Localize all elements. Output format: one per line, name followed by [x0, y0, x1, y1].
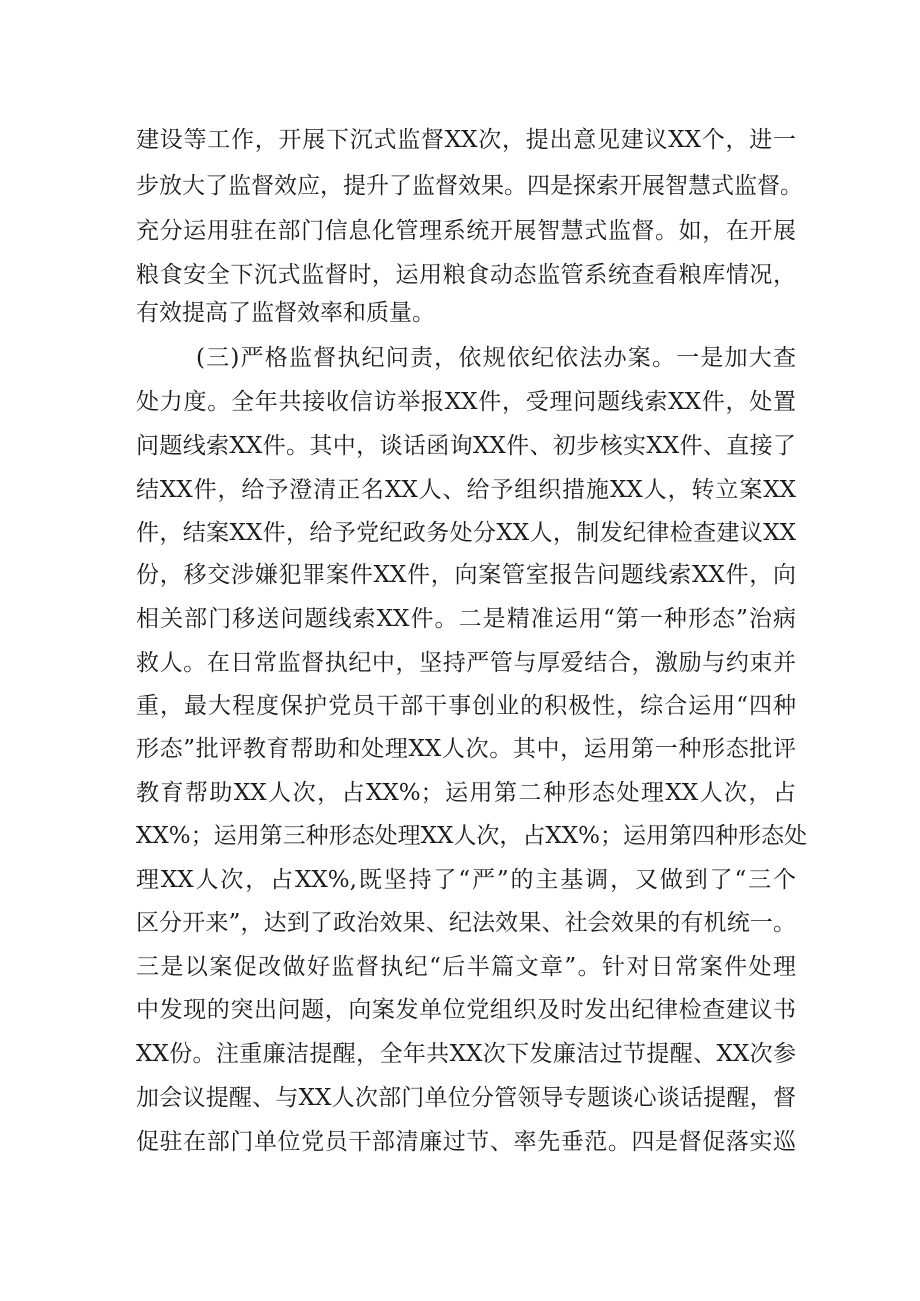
paragraph-2-line-16: 中发现的突出问题，向案发单位党组织及时发出纪律检查建议书	[136, 997, 796, 1023]
paragraph-2-line-5: 件，结案XX件，给予党纪政务处分XX人，制发纪律检查建议XX	[136, 520, 796, 546]
paragraph-2-line-15: 三是以案促改做好监督执纪“后半篇文章”。针对日常案件处理	[136, 954, 796, 980]
paragraph-2-line-8: 救人。在日常监督执纪中，坚持严管与厚爱结合，激励与约束并	[136, 650, 796, 676]
paragraph-2-line-7: 相关部门移送问题线索XX件。二是精准运用“第一种形态”治病	[136, 606, 796, 632]
paragraph-2-line-1: (三)严格监督执纪问责，依规依纪依法办案。一是加大查	[196, 345, 796, 371]
paragraph-2-line-18: 加会议提醒、与XX人次部门单位分管领导专题谈心谈话提醒，督	[136, 1085, 796, 1111]
paragraph-2-line-11: 教育帮助XX人次，占XX%；运用第二种形态处理XX人次，占	[136, 780, 796, 806]
paragraph-2-line-17: XX份。注重廉洁提醒，全年共XX次下发廉洁过节提醒、XX次参	[136, 1041, 796, 1067]
paragraph-2-line-4: 结XX件，给予澄清正名XX人、给予组织措施XX人，转立案XX	[136, 477, 796, 503]
paragraph-1-line-2: 步放大了监督效应，提升了监督效果。四是探索开展智慧式监督。	[136, 173, 803, 199]
paragraph-2-line-9: 重，最大程度保护党员干部干事创业的积极性，综合运用“四种	[136, 693, 796, 719]
paragraph-2-line-10: 形态”批评教育帮助和处理XX人次。其中，运用第一种形态批评	[136, 736, 796, 762]
paragraph-2-line-19: 促驻在部门单位党员干部清廉过节、率先垂范。四是督促落实巡	[136, 1129, 796, 1155]
paragraph-2-line-13: 理XX人次，占XX%,既坚持了“严”的主基调，又做到了“三个	[136, 867, 796, 893]
paragraph-1-line-5: 有效提高了监督效率和质量。	[136, 300, 435, 326]
paragraph-2-line-12: XX%；运用第三种形态处理XX人次，占XX%；运用第四种形态处	[136, 823, 807, 849]
paragraph-2-line-14: 区分开来”，达到了政治效果、纪法效果、社会效果的有机统一。	[136, 910, 796, 936]
paragraph-2-line-2: 处力度。全年共接收信访举报XX件，受理问题线索XX件，处置	[136, 389, 796, 415]
paragraph-2-line-3: 问题线索XX件。其中，谈话函询XX件、初步核实XX件、直接了	[136, 433, 796, 459]
paragraph-2-line-6: 份，移交涉嫌犯罪案件XX件，向案管室报告问题线索XX件，向	[136, 562, 796, 588]
paragraph-1-line-1: 建设等工作，开展下沉式监督XX次，提出意见建议XX个，进一	[136, 127, 796, 153]
paragraph-1-line-4: 粮食安全下沉式监督时，运用粮食动态监管系统查看粮库情况，	[136, 262, 796, 288]
paragraph-1-line-3: 充分运用驻在部门信息化管理系统开展智慧式监督。如，在开展	[136, 218, 796, 244]
